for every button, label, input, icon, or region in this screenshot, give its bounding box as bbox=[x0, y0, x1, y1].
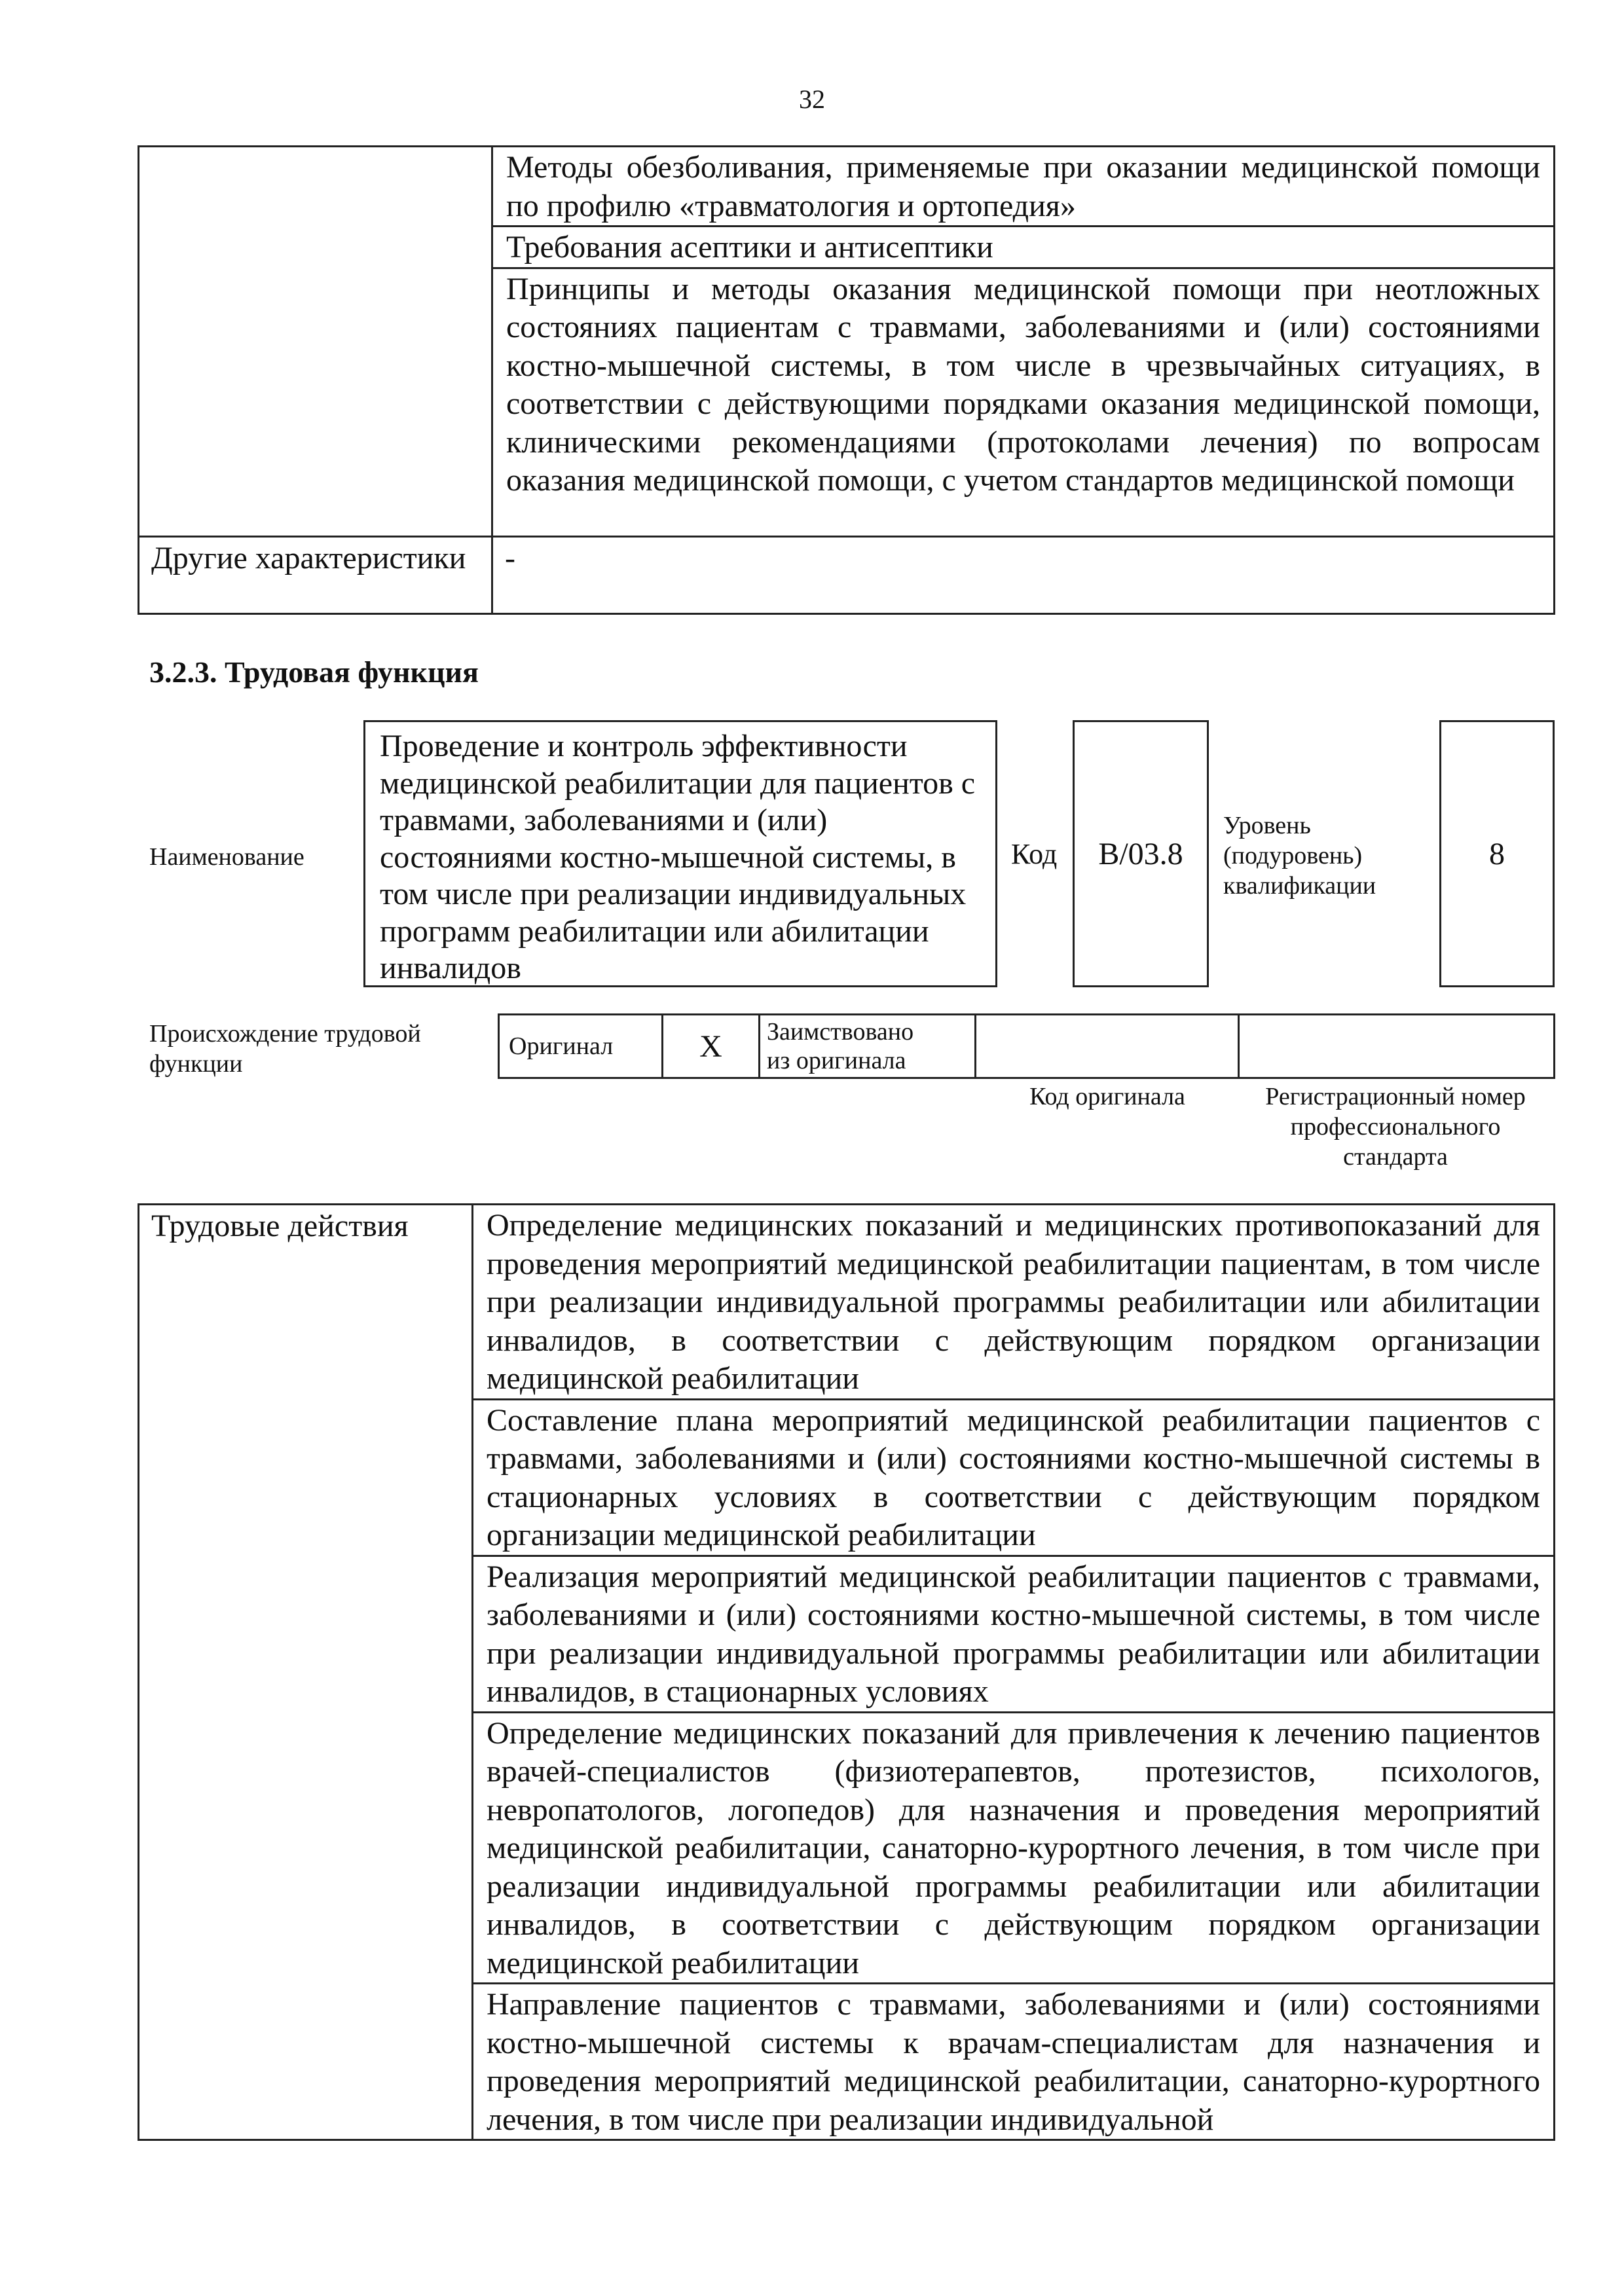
function-name-box: Проведение и контроль эффективности медицинской реабилитации для пациентов с травмами, заболеваниями и (или) состояниями костно-мышечной системы, в том числе при реализации индивидуальных программ реабилитации или абилитации инвалидов bbox=[363, 720, 997, 987]
reg-caption-line-3: стандарта bbox=[1343, 1143, 1448, 1171]
name-label: Наименование bbox=[149, 843, 304, 871]
labor-action-1: Определение медицинских показаний и медицинских противопоказаний для проведения мероприятий медицинской реабилитации пациентам, в том числе при реализации индивидуальной программы реабилитации или абилитации инвалидов, в соответствии с действующим порядком организации медицинской реабилитации bbox=[473, 1205, 1555, 1400]
knowledge-left-empty-cell bbox=[139, 147, 492, 537]
original-cell: Оригинал bbox=[499, 1015, 663, 1078]
level-label-line-3: квалификации bbox=[1223, 872, 1376, 900]
function-code-box bbox=[1073, 720, 1209, 987]
other-characteristics-value: - bbox=[492, 536, 1555, 613]
origin-label-line-2: функции bbox=[149, 1050, 243, 1078]
knowledge-row-3: Принципы и методы оказания медицинской помощи при неотложных состояниях пациентам с травмами, заболеваниями и (или) состояниями костно-мышечной системы, в том числе в чрезвычайных ситуациях, в соответствии с действующими порядками оказания медицинской помощи, клиническими рекомендациями (протоколами лечения) по вопросам оказания медицинской помощи, с учетом стандартов медицинской помощи bbox=[492, 268, 1555, 536]
reg-caption-line-2: профессионального bbox=[1290, 1113, 1501, 1140]
level-label bbox=[1223, 811, 1376, 901]
labor-actions-label: Трудовые действия bbox=[139, 1205, 473, 2140]
knowledge-table bbox=[138, 145, 1555, 615]
registration-number-cell bbox=[1239, 1015, 1555, 1078]
function-code-value: B/03.8 bbox=[1098, 836, 1183, 871]
section-heading: 3.2.3. Трудовая функция bbox=[149, 655, 479, 689]
knowledge-row-1: Методы обезболивания, применяемые при оказании медицинской помощи по профилю «травматология и ортопедия» bbox=[492, 147, 1555, 227]
qualification-level-box bbox=[1439, 720, 1555, 987]
code-label: Код bbox=[1011, 838, 1058, 870]
page-number: 32 bbox=[799, 84, 825, 114]
origin-label-line-1: Происхождение трудовой bbox=[149, 1020, 421, 1048]
borrowed-line-2: из оригинала bbox=[767, 1047, 906, 1074]
qualification-level-value: 8 bbox=[1489, 836, 1505, 871]
labor-action-4: Определение медицинских показаний для привлечения к лечению пациентов врачей-специалистов (физиотерапевтов, протезистов, психологов, невропатологов, логопедов) для назначения и проведения мероприятий медицинской реабилитации, санаторно-курортного лечения, в том числе при реализации индивидуальной программы реабилитации или абилитации инвалидов, в соответствии с действующим порядком организации медицинской реабилитации bbox=[473, 1712, 1555, 1984]
labor-action-2: Составление плана мероприятий медицинской реабилитации пациентов с травмами, заболеваниями и (или) состояниями костно-мышечной системы в стационарных условиях в соответствии с действующим порядком организации медицинской реабилитации bbox=[473, 1399, 1555, 1556]
level-label-line-2: (подуровень) bbox=[1223, 842, 1363, 869]
labor-action-3: Реализация мероприятий медицинской реабилитации пациентов с травмами, заболеваниями и (или) состояниями костно-мышечной системы, в том числе при реализации индивидуальной программы реабилитации или абилитации инвалидов, в стационарных условиях bbox=[473, 1556, 1555, 1712]
labor-action-5: Направление пациентов с травмами, заболеваниями и (или) состояниями костно-мышечной системы к врачам-специалистам для назначения и проведения мероприятий медицинской реабилитации, санаторно-курортного лечения, в том числе при реализации индивидуальной bbox=[473, 1984, 1555, 2140]
origin-table bbox=[498, 1013, 1555, 1079]
registration-number-caption bbox=[1238, 1082, 1553, 1172]
original-code-cell bbox=[976, 1015, 1239, 1078]
original-code-caption: Код оригинала bbox=[1029, 1083, 1185, 1110]
labor-actions-table bbox=[138, 1203, 1555, 2141]
original-mark: X bbox=[663, 1015, 760, 1078]
borrowed-cell bbox=[760, 1015, 976, 1078]
knowledge-row-2: Требования асептики и антисептики bbox=[492, 227, 1555, 268]
reg-caption-line-1: Регистрационный номер bbox=[1265, 1083, 1526, 1110]
other-characteristics-label: Другие характеристики bbox=[139, 536, 492, 613]
borrowed-line-1: Заимствовано bbox=[767, 1018, 914, 1046]
level-label-line-1: Уровень bbox=[1223, 812, 1311, 839]
origin-label bbox=[149, 1019, 421, 1079]
